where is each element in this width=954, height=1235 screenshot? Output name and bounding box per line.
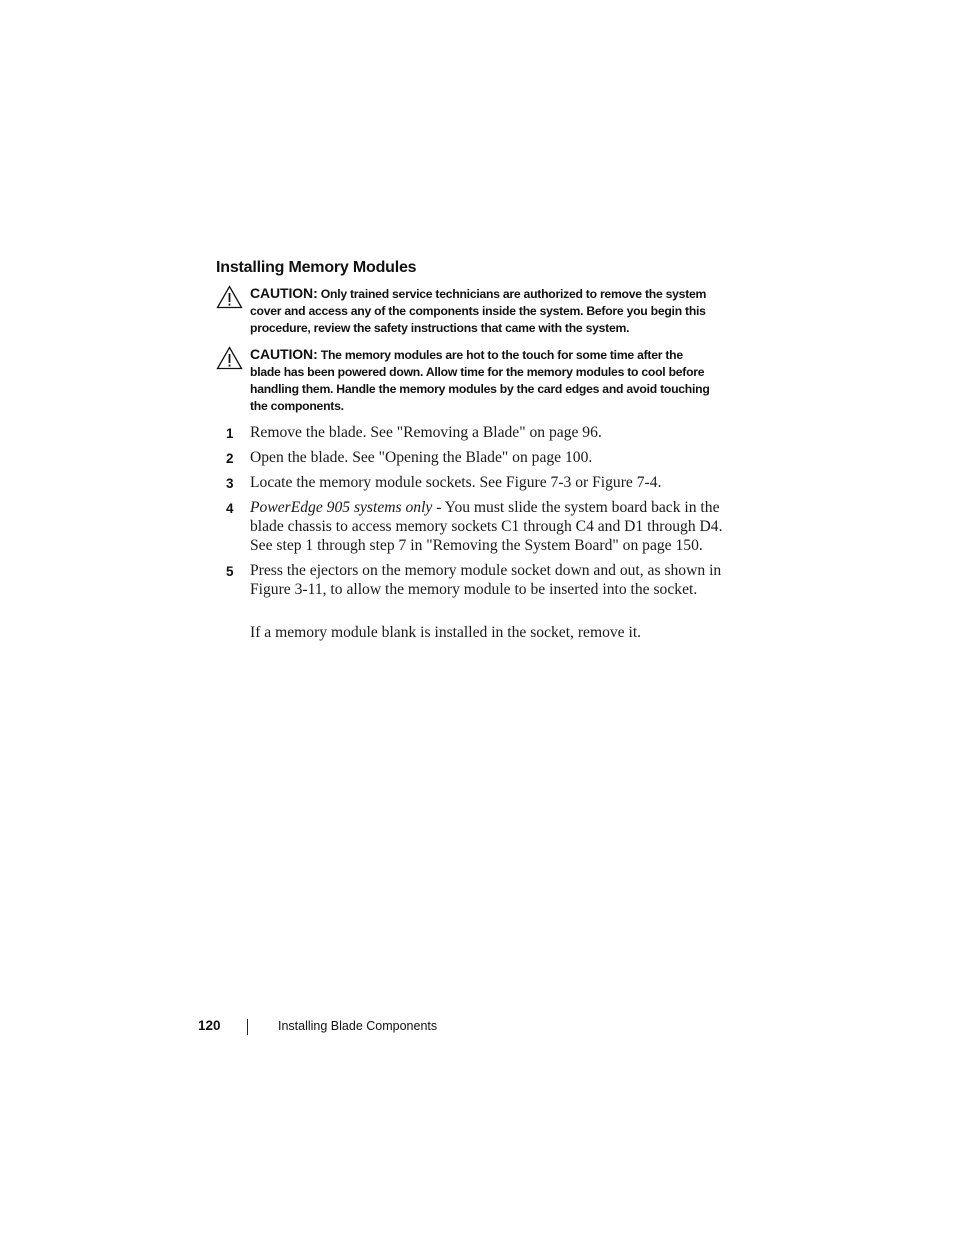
step-number: 2 [226,451,234,466]
step-item [216,423,726,442]
caution-text [250,346,716,415]
caution-body: Only trained service technicians are authorized to remove the system cover and access any of the components inside the system. Before you begin this procedure, review the safety instructions that came with the system. [250,287,707,335]
step-item [216,561,726,599]
warning-triangle-icon [216,346,243,370]
step-note: If a memory module blank is installed in the socket, remove it. [250,624,642,641]
caution-label: CAUTION: [250,285,318,301]
page-number: 120 [198,1018,221,1033]
warning-triangle-icon [216,285,243,309]
step-text: Open the blade. See "Opening the Blade" on page 100. [250,449,593,466]
step-item [216,448,726,467]
chapter-title: Installing Blade Components [278,1019,438,1033]
caution-label: CAUTION: [250,346,318,362]
step-number: 5 [226,564,234,579]
section-heading: Installing Memory Modules [216,259,417,276]
step-text: Press the ejectors on the memory module socket down and out, as shown in Figure 3-11, to allow the memory module to be inserted into the socket. [250,562,722,598]
step-italic-text: PowerEdge 905 systems only [250,499,433,516]
step-item [216,498,726,555]
footer-divider [247,1019,248,1035]
procedure-steps [216,423,726,605]
caution-text [250,285,716,337]
step-text: - You must slide the system board back in the blade chassis to access memory sockets C1 through C4 and D1 through D4. See step 1 through step 7 in "Removing the System Board" on page 150. [250,499,723,554]
step-number: 4 [226,501,234,516]
step-number: 1 [226,426,234,441]
step-number: 3 [226,476,234,491]
step-item [216,473,726,492]
caution-body: The memory modules are hot to the touch for some time after the blade has been powered down. Allow time for the memory modules to cool before handling them. Handle the memory modules by the card edges and avoid touching the components. [250,348,710,413]
step-text: Locate the memory module sockets. See Figure 7-3 or Figure 7-4. [250,474,662,491]
step-text: Remove the blade. See "Removing a Blade" on page 96. [250,424,602,441]
